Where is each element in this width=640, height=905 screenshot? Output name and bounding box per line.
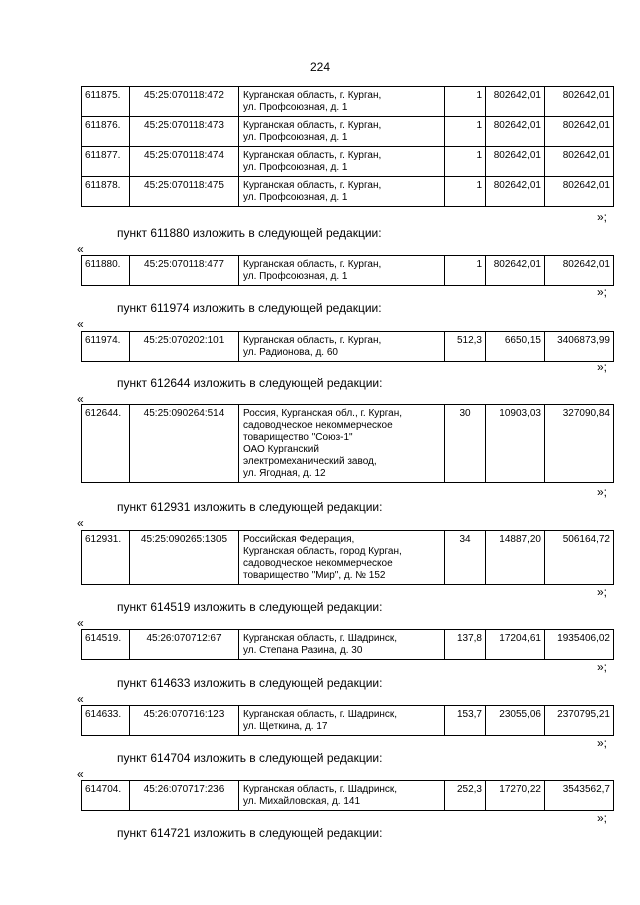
area: 1 xyxy=(445,117,486,147)
total-value: 1935406,02 xyxy=(545,630,614,660)
table-row xyxy=(82,256,614,286)
amendment-instruction: пункт 611974 изложить в следующей редакции: xyxy=(117,301,382,315)
opening-quote: « xyxy=(77,692,84,706)
table-row xyxy=(82,332,614,362)
table-row xyxy=(82,706,614,736)
address: Курганская область, г. Курган, ул. Профсоюзная, д. 1 xyxy=(239,177,445,207)
total-value: 802642,01 xyxy=(545,177,614,207)
address: Курганская область, г. Курган, ул. Профсоюзная, д. 1 xyxy=(239,117,445,147)
data-table xyxy=(81,255,614,286)
closing-quote: »; xyxy=(596,210,607,224)
cadastral-number: 45:25:070118:474 xyxy=(130,147,239,177)
closing-quote: »; xyxy=(596,360,607,374)
data-table xyxy=(81,705,614,736)
area: 1 xyxy=(445,147,486,177)
row-number: 612644. xyxy=(82,405,130,483)
table-row xyxy=(82,147,614,177)
amendment-instruction: пункт 614519 изложить в следующей редакции: xyxy=(117,600,383,614)
total-value: 802642,01 xyxy=(545,147,614,177)
cadastral-number: 45:26:070712:67 xyxy=(130,630,239,660)
row-number: 612931. xyxy=(82,531,130,585)
table-row xyxy=(82,781,614,811)
total-value: 327090,84 xyxy=(545,405,614,483)
opening-quote: « xyxy=(77,392,84,406)
total-value: 802642,01 xyxy=(545,87,614,117)
page-number: 224 xyxy=(309,60,331,74)
data-table xyxy=(81,86,614,207)
closing-quote: »; xyxy=(596,585,607,599)
data-table xyxy=(81,404,614,483)
unit-price: 10903,03 xyxy=(486,405,545,483)
cadastral-number: 45:26:070716:123 xyxy=(130,706,239,736)
table-row xyxy=(82,630,614,660)
opening-quote: « xyxy=(77,242,84,256)
address: Курганская область, г. Курган, ул. Профсоюзная, д. 1 xyxy=(239,147,445,177)
amendment-instruction: пункт 614721 изложить в следующей редакции: xyxy=(117,826,383,840)
data-table xyxy=(81,629,614,660)
table-row xyxy=(82,531,614,585)
unit-price: 802642,01 xyxy=(486,256,545,286)
opening-quote: « xyxy=(77,616,84,630)
area: 1 xyxy=(445,256,486,286)
address: Курганская область, г. Шадринск, ул. Щеткина, д. 17 xyxy=(239,706,445,736)
address: Курганская область, г. Шадринск, ул. Степана Разина, д. 30 xyxy=(239,630,445,660)
total-value: 802642,01 xyxy=(545,117,614,147)
total-value: 802642,01 xyxy=(545,256,614,286)
cadastral-number: 45:25:070118:473 xyxy=(130,117,239,147)
cadastral-number: 45:25:070118:477 xyxy=(130,256,239,286)
area: 252,3 xyxy=(445,781,486,811)
address: Курганская область, г. Курган, ул. Радионова, д. 60 xyxy=(239,332,445,362)
cadastral-number: 45:25:070118:472 xyxy=(130,87,239,117)
address: Курганская область, г. Курган, ул. Профсоюзная, д. 1 xyxy=(239,87,445,117)
unit-price: 6650,15 xyxy=(486,332,545,362)
data-table xyxy=(81,331,614,362)
row-number: 611875. xyxy=(82,87,130,117)
opening-quote: « xyxy=(77,516,84,530)
row-number: 611877. xyxy=(82,147,130,177)
address: Курганская область, г. Курган, ул. Профсоюзная, д. 1 xyxy=(239,256,445,286)
row-number: 614704. xyxy=(82,781,130,811)
cadastral-number: 45:25:090264:514 xyxy=(130,405,239,483)
area: 512,3 xyxy=(445,332,486,362)
closing-quote: »; xyxy=(596,485,607,499)
area: 34 xyxy=(445,531,486,585)
total-value: 3543562,7 xyxy=(545,781,614,811)
row-number: 614633. xyxy=(82,706,130,736)
closing-quote: »; xyxy=(596,811,607,825)
total-value: 2370795,21 xyxy=(545,706,614,736)
closing-quote: »; xyxy=(596,736,607,750)
unit-price: 17204,61 xyxy=(486,630,545,660)
address: Российская Федерация, Курганская область, город Курган, садоводческое некоммерческое товарищество "Мир", д. № 152 xyxy=(239,531,445,585)
amendment-instruction: пункт 614633 изложить в следующей редакции: xyxy=(117,676,383,690)
table-row xyxy=(82,117,614,147)
cadastral-number: 45:25:070118:475 xyxy=(130,177,239,207)
row-number: 614519. xyxy=(82,630,130,660)
area: 153,7 xyxy=(445,706,486,736)
total-value: 3406873,99 xyxy=(545,332,614,362)
address: Россия, Курганская обл., г. Курган, садоводческое некоммерческое товарищество "Союз-1" ОАО Курганский электромеханический завод, ул. Ягодная, д. 12 xyxy=(239,405,445,483)
table-row xyxy=(82,177,614,207)
row-number: 611878. xyxy=(82,177,130,207)
amendment-instruction: пункт 612644 изложить в следующей редакции: xyxy=(117,376,383,390)
area: 1 xyxy=(445,87,486,117)
total-value: 506164,72 xyxy=(545,531,614,585)
table-row xyxy=(82,405,614,483)
cadastral-number: 45:25:070202:101 xyxy=(130,332,239,362)
unit-price: 802642,01 xyxy=(486,117,545,147)
row-number: 611876. xyxy=(82,117,130,147)
data-table xyxy=(81,530,614,585)
closing-quote: »; xyxy=(596,285,607,299)
cadastral-number: 45:25:090265:1305 xyxy=(130,531,239,585)
area: 1 xyxy=(445,177,486,207)
amendment-instruction: пункт 612931 изложить в следующей редакции: xyxy=(117,500,383,514)
unit-price: 23055,06 xyxy=(486,706,545,736)
closing-quote: »; xyxy=(596,660,607,674)
cadastral-number: 45:26:070717:236 xyxy=(130,781,239,811)
table-row xyxy=(82,87,614,117)
amendment-instruction: пункт 614704 изложить в следующей редакции: xyxy=(117,751,383,765)
row-number: 611880. xyxy=(82,256,130,286)
row-number: 611974. xyxy=(82,332,130,362)
unit-price: 802642,01 xyxy=(486,87,545,117)
unit-price: 14887,20 xyxy=(486,531,545,585)
unit-price: 17270,22 xyxy=(486,781,545,811)
amendment-instruction: пункт 611880 изложить в следующей редакции: xyxy=(117,226,382,240)
address: Курганская область, г. Шадринск, ул. Михайловская, д. 141 xyxy=(239,781,445,811)
opening-quote: « xyxy=(77,767,84,781)
area: 137,8 xyxy=(445,630,486,660)
opening-quote: « xyxy=(77,317,84,331)
area: 30 xyxy=(445,405,486,483)
data-table xyxy=(81,780,614,811)
unit-price: 802642,01 xyxy=(486,147,545,177)
unit-price: 802642,01 xyxy=(486,177,545,207)
